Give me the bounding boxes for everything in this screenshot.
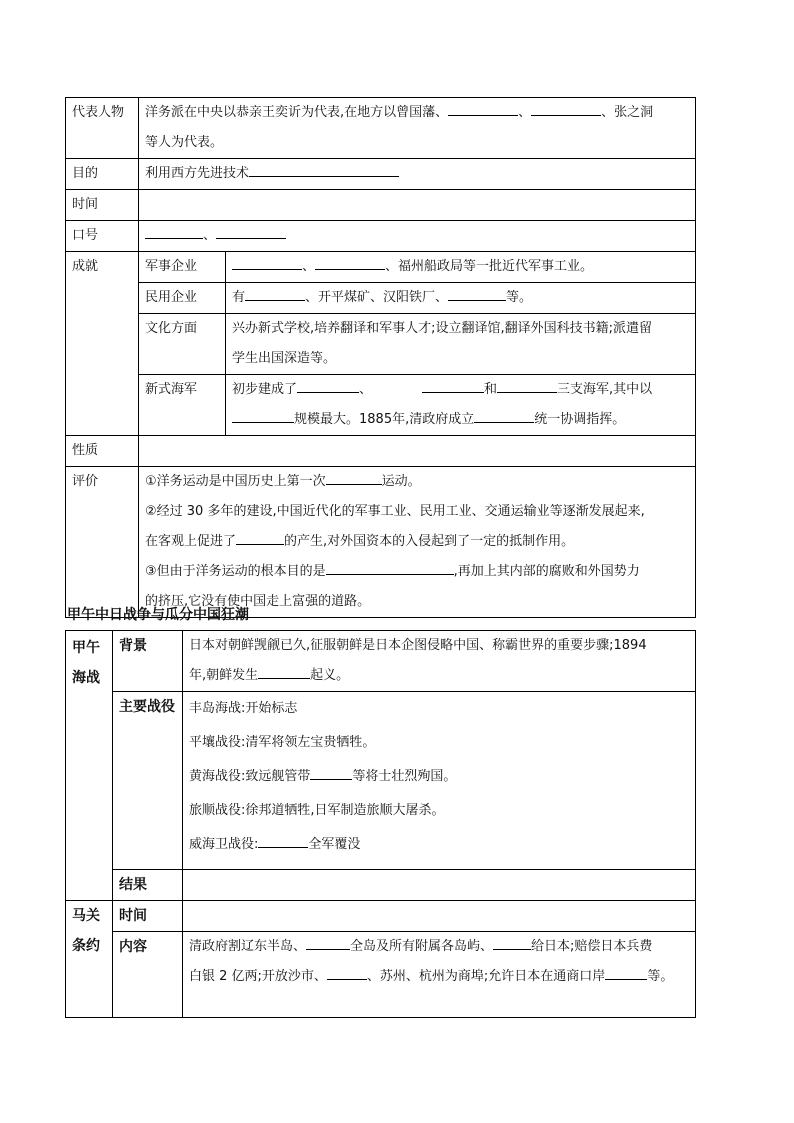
text: 等。 [647, 969, 674, 984]
row-xingzhi [66, 436, 696, 467]
row-wenhua [66, 314, 696, 375]
row-maguan-shijian [66, 901, 696, 932]
text: 、张之洞 [601, 105, 654, 120]
text: 威海卫战役: [189, 837, 259, 852]
label-neirong: 内容 [113, 932, 183, 1018]
text: 日本对朝鲜觊觎已久,征服朝鲜是日本企图侵略中国、称霸世界的重要步骤;1894 [189, 638, 647, 653]
text: 年,朝鲜发生 [189, 668, 259, 683]
text: 平壤战役:清军将领左宝贵牺牲。 [189, 735, 376, 750]
text: 学生出国深造等。 [232, 351, 337, 366]
blank [497, 376, 557, 393]
blank [326, 468, 382, 485]
label-wenhua: 文化方面 [139, 314, 226, 375]
row-kouhao [66, 221, 696, 252]
label-junshi: 军事企业 [139, 252, 226, 283]
label-haijun: 新式海军 [139, 375, 226, 436]
text: 初步建成了 [232, 382, 298, 397]
label-maguan-shijian: 时间 [113, 901, 183, 932]
label-daibiao: 代表人物 [66, 98, 139, 159]
text: 丰岛海战:开始标志 [189, 701, 298, 716]
blank [310, 763, 352, 780]
label-minyong: 民用企业 [139, 283, 226, 314]
text: ①洋务运动是中国历史上第一次 [145, 474, 326, 489]
text: 兴办新式学校,培养翻译和军事人才;设立翻译馆,翻译外国科技书籍;派遣留 [232, 321, 653, 336]
row-beijing [66, 631, 696, 692]
row-neirong [66, 932, 696, 1018]
blank [327, 963, 367, 980]
blank [474, 406, 534, 423]
blank [232, 406, 294, 423]
text: 给日本;赔偿日本兵费 [531, 939, 653, 954]
text: 的挤压,它没有使中国走上富强的道路。 [145, 594, 371, 609]
text: 白银 2 亿两;开放沙市、 [189, 969, 327, 984]
text: 黄海战役:致远舰管带 [189, 769, 311, 784]
text: 的产生,对外国资本的入侵起到了一定的抵制作用。 [284, 534, 575, 549]
cell-daibiao [139, 98, 696, 159]
blank [232, 253, 302, 270]
text: 、开平煤矿、汉阳铁厂、 [305, 290, 449, 305]
blank [605, 963, 647, 980]
label-jieguo: 结果 [113, 870, 183, 901]
section-title: 甲午中日战争与瓜分中国狂潮 [67, 607, 249, 623]
text: 起义。 [310, 668, 350, 683]
blank [258, 831, 308, 848]
yangwu-table [65, 97, 696, 618]
blank [258, 662, 310, 679]
cell-jieguo [183, 870, 696, 901]
blank [297, 376, 359, 393]
cell-xingzhi [139, 436, 696, 467]
text: 、 [203, 228, 217, 243]
text: 、福州船政局等一批近代军事工业。 [385, 259, 594, 274]
blank [306, 933, 350, 950]
text: 规模最大。1885年,清政府成立 [294, 412, 475, 427]
text: 和 [484, 382, 498, 397]
blank [245, 284, 305, 301]
blank [448, 99, 518, 116]
text: 、苏州、杭州为商埠;允许日本在通商口岸 [366, 969, 606, 984]
label-chengjiu: 成就 [66, 252, 139, 436]
text: 全岛及所有附属各岛屿、 [350, 939, 494, 954]
blank [236, 528, 284, 545]
row-shijian [66, 190, 696, 221]
label-mudi: 目的 [66, 159, 139, 190]
blank [531, 99, 601, 116]
text: 等将士壮烈殉国。 [352, 769, 457, 784]
label-kouhao: 口号 [66, 221, 139, 252]
cell-zhanyi [183, 692, 696, 870]
row-zhanyi [66, 692, 696, 870]
text: ②经过 30 多年的建设,中国近代化的军事工业、民用工业、交通运输业等逐渐发展起来, [145, 504, 645, 519]
text: 全军覆没 [308, 837, 361, 852]
cell-junshi [226, 252, 696, 283]
text: 在客观上促进了 [145, 534, 237, 549]
label-jiawu-haizhan: 甲午海战 [66, 631, 113, 901]
cell-minyong [226, 283, 696, 314]
text: 洋务派在中央以恭亲王奕䜣为代表,在地方以曾国藩、 [145, 105, 449, 120]
row-minyong [66, 283, 696, 314]
cell-haijun [226, 375, 696, 436]
text: 、 [302, 259, 316, 274]
row-junshi [66, 252, 696, 283]
cell-maguan-shijian [183, 901, 696, 932]
blank [493, 933, 531, 950]
text: 旅顺战役:徐邦道牺牲,日军制造旅顺大屠杀。 [189, 803, 445, 818]
label-maguan: 马关条约 [66, 901, 113, 1018]
row-pingjia [66, 467, 696, 618]
row-haijun [66, 375, 696, 436]
cell-mudi [139, 159, 696, 190]
text: 有 [232, 290, 246, 305]
row-mudi [66, 159, 696, 190]
text: 等。 [506, 290, 533, 305]
row-jieguo [66, 870, 696, 901]
text: 、 [518, 105, 532, 120]
blank [422, 376, 484, 393]
blank [216, 222, 286, 239]
text: ③但由于洋务运动的根本目的是 [145, 564, 326, 579]
blank [326, 558, 454, 575]
jiawu-table [65, 630, 696, 1018]
text: 统一协调指挥。 [534, 412, 626, 427]
label-beijing: 背景 [113, 631, 183, 692]
text: 三支海军,其中以 [557, 382, 653, 397]
label-shijian: 时间 [66, 190, 139, 221]
blank [315, 253, 385, 270]
text: 清政府割辽东半岛、 [189, 939, 307, 954]
text: 、 [359, 382, 373, 397]
label-zhanyi: 主要战役 [113, 692, 183, 870]
cell-beijing [183, 631, 696, 692]
label-pingjia: 评价 [66, 467, 139, 618]
label-xingzhi: 性质 [66, 436, 139, 467]
cell-pingjia [139, 467, 696, 618]
blank [249, 160, 399, 177]
blank [145, 222, 203, 239]
cell-shijian [139, 190, 696, 221]
text: ,再加上其内部的腐败和外国势力 [453, 564, 640, 579]
text: 运动。 [381, 474, 421, 489]
blank [448, 284, 506, 301]
text: 利用西方先进技术 [145, 166, 250, 181]
text: 等人为代表。 [145, 135, 224, 150]
row-daibiao [66, 98, 696, 159]
cell-wenhua [226, 314, 696, 375]
cell-kouhao [139, 221, 696, 252]
cell-neirong [183, 932, 696, 1018]
